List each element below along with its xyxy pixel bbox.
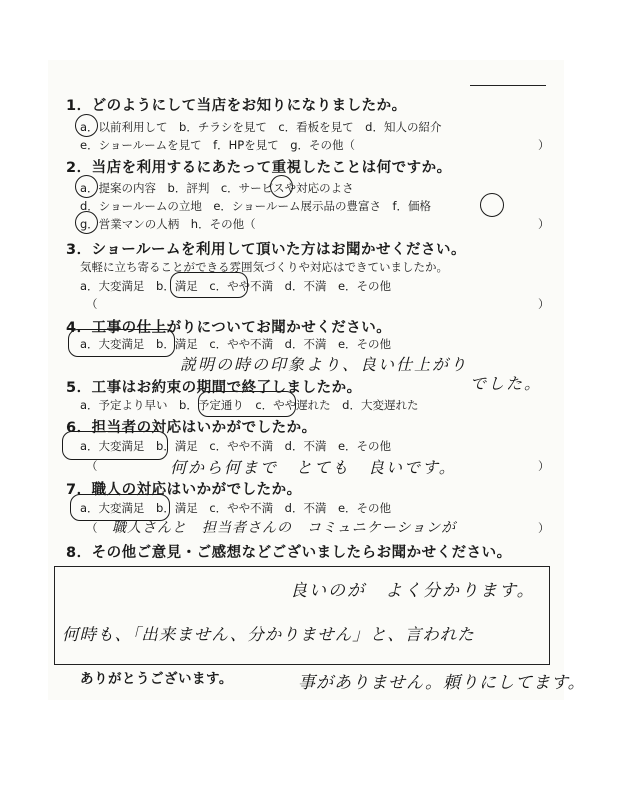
q8-handwriting-line2: 何時も、「出来ません、分かりません」と、言われた bbox=[62, 625, 475, 644]
q6-handwriting: 何から何まで とても 良いです。 bbox=[170, 458, 457, 477]
q2-f-circle bbox=[480, 193, 504, 217]
q7-handwriting: 職人さんと 担当者さんの コミュニケーションが bbox=[112, 520, 457, 536]
q5-title: 5．工事はお約束の期間で終了しましたか。 bbox=[66, 380, 362, 396]
q2-options-line3: g．営業マンの人柄 h．その他（ bbox=[80, 217, 256, 231]
q8-handwriting-line1: 良いのが よく分かります。 bbox=[290, 581, 536, 601]
q6-open-paren: （ bbox=[86, 459, 98, 473]
q1-a-circle bbox=[75, 114, 98, 137]
q3-title: 3．ショールームを利用して頂いた方はお聞かせください。 bbox=[66, 242, 467, 258]
q1-close-paren: ） bbox=[538, 138, 550, 152]
q7-options: a．大変満足 b．満足 c．やや不満 d．不満 e．その他 bbox=[80, 501, 392, 515]
q2-c-circle bbox=[270, 175, 293, 198]
q3-options: a．大変満足 b．満足 c．やや不満 d．不満 e．その他 bbox=[80, 279, 392, 293]
top-rule bbox=[470, 85, 546, 86]
q2-title: 2．当店を利用するにあたって重視したことは何ですか。 bbox=[66, 160, 452, 176]
q3-subtitle: 気軽に立ち寄ることができる雰囲気づくりや対応はできていましたか。 bbox=[80, 260, 448, 274]
q8-handwriting-line3: 事がありません。頼りにしてます。 bbox=[298, 673, 586, 693]
q2-options-line2: d．ショールームの立地 e．ショールーム展示品の豊富さ f．価格 bbox=[80, 199, 432, 213]
q8-title: 8．その他ご意見・ご感想などございましたらお聞かせください。 bbox=[66, 545, 512, 561]
q2-close-paren: ） bbox=[538, 217, 550, 231]
q2-options-line1: a．提案の内容 b．評判 c．サービスや対応のよさ bbox=[80, 181, 354, 195]
q6-close-paren: ） bbox=[538, 459, 550, 473]
q5-options: a．予定より早い b．予定通り c．やや遅れた d．大変遅れた bbox=[80, 398, 419, 412]
q4-options: a．大変満足 b．満足 c．やや不満 d．不満 e．その他 bbox=[80, 337, 392, 351]
q3-close-paren: ） bbox=[538, 297, 550, 311]
q2-a-circle bbox=[75, 175, 98, 198]
q5-b-circle bbox=[198, 391, 296, 417]
q7-title: 7．職人の対応はいかがでしたか。 bbox=[66, 482, 302, 498]
q7-open-paren: （ bbox=[86, 521, 98, 535]
q1-options-line2: e．ショールームを見て f．HPを見て g．その他（ bbox=[80, 138, 356, 152]
q1-title: 1．どのようにして当店をお知りになりましたか。 bbox=[66, 98, 407, 114]
q6-title: 6．担当者の対応はいかがでしたか。 bbox=[66, 420, 317, 436]
q3-open-paren: （ bbox=[86, 297, 98, 311]
q1-options-line1: a．以前利用して b．チラシを見て c．看板を見て d．知人の紹介 bbox=[80, 120, 442, 134]
q6-options: a．大変満足 b．満足 c．やや不満 d．不満 e．その他 bbox=[80, 439, 392, 453]
q4-a-circle bbox=[68, 329, 175, 357]
q3-b-circle bbox=[170, 272, 248, 298]
q2-g-circle bbox=[75, 211, 98, 234]
q4-handwriting-line1: 説明の時の印象より、良い仕上がり bbox=[180, 355, 469, 374]
q4-title: 4．工事の仕上がりについてお聞かせください。 bbox=[66, 320, 392, 336]
q4-handwriting-line2: でした。 bbox=[470, 374, 543, 393]
thanks-text: ありがとうございます。 bbox=[80, 671, 233, 687]
q6-a-circle bbox=[62, 431, 168, 460]
q7-close-paren: ） bbox=[538, 521, 550, 535]
